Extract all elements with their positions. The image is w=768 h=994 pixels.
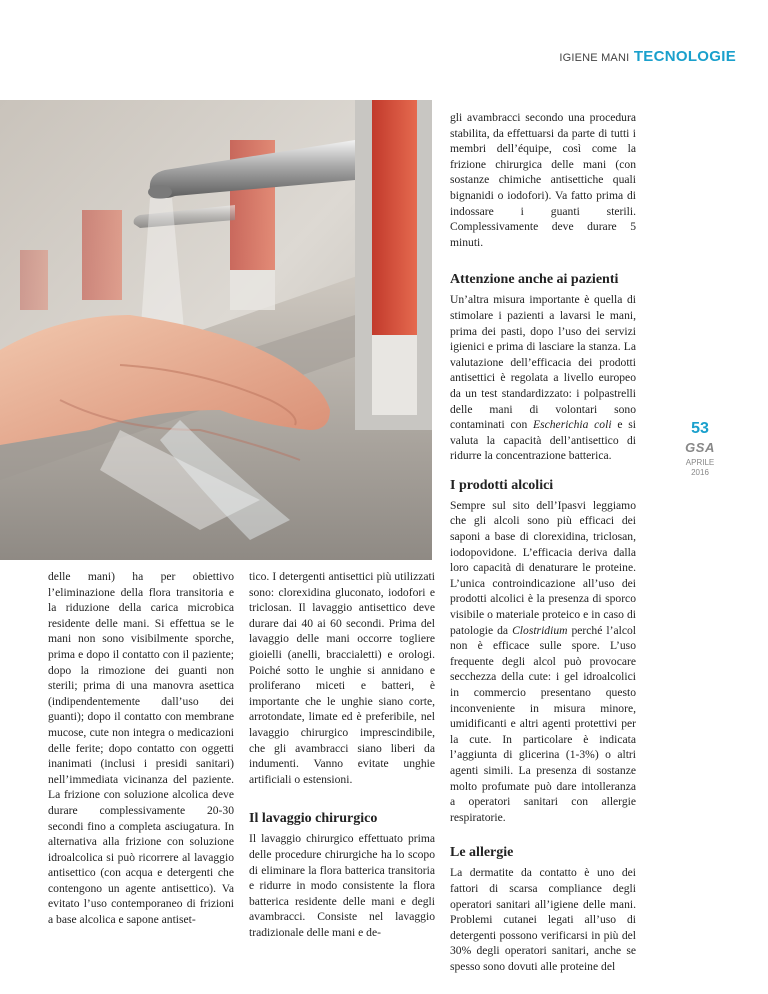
- col3-paragraph-3: [450, 498, 636, 825]
- magazine-logo: GSA: [685, 440, 715, 455]
- text-run: Un’altra misura importante è quella di stimolare i pazienti a lavarsi le mani, prima dei pasti, dopo l’uso dei servizi igienici e prima di lasciare la stanza. La valutazione dell’efficacia dei prodotti antisettici è regolata a livello europeo da un test standardizzato: i polpastrelli delle mani di volontari sono contaminati con: [450, 293, 636, 432]
- text-run: perché l’alcol non è efficace sulle spore. L’uso frequente degli alcol può provocare secchezza della cute: i gel idroalcolici in commercio presentano questo inconveniente in misura minore, umidificanti e altri agenti protettivi per la cute. In particolare è indicata l’aggiunta di glicerina (1-3%) o altri agenti simili. La presenza di sostanze molto profumate può dare intolleranza a operatori sanitari con allergie respiratorie.: [450, 623, 636, 824]
- genus-name: Clostridium: [512, 623, 568, 637]
- page-number: 53: [691, 420, 709, 437]
- col2-paragraph-1: tico. I detergenti antisettici più utilizzati sono: clorexidina gluconato, iodofori e triclosan. Il lavaggio antisettico deve durare dai 40 ai 60 secondi. Prima del lavaggio delle mani occorre togliere gioielli (anelli, braccialetti) e orologi. Poiché sotto le unghie si annidano e proliferano miceti e batteri, è importante che le unghie siano corte, arrotondate, limate ed è preferibile, nel lavaggio chirurgico imprescindibile, che gli avambracci siano liberi da indumenti. Vanno evitate unghie artificiali o estensioni.: [249, 570, 435, 786]
- col1-paragraph: delle mani) ha per obiettivo l’eliminazione della flora transitoria e la riduzione della carica microbica residente delle mani. Si effettua se le mani non sono visibilmente sporche, prima e dopo il contatto con il paziente; dopo la rimozione dei guanti non sterili; prima di una manovra asettica (indipendentemente dall’uso dei guanti); dopo il contatto con membrane mucose, cute non integra o medicazioni delle ferite; dopo contatto con oggetti inanimati (inclusi i presidi sanitari) nell’immediata vicinanza del paziente. La frizione con soluzione alcolica deve durare complessivamente 20-30 secondi fino a completa asciugatura. In alternativa alla frizione con soluzione idroalcolica si può ricorrere al lavaggio antisettico (con acqua e detergenti che contengono un agente antisettico). Va evitato l’uso contemporaneo di frizioni a base alcolica e sapone antiset-: [48, 570, 234, 927]
- category-label: TECNOLOGIE: [633, 48, 736, 65]
- col2-paragraph-2: Il lavaggio chirurgico effettuato prima delle procedure chirurgiche ha lo scopo di eliminare la flora batterica transitoria e ridurre in modo consistente la flora batterica residente delle mani e degli avambracci. Consiste nel lavaggio tradizionale delle mani e de-: [249, 832, 435, 939]
- issue-year: 2016: [691, 468, 709, 477]
- heading-pazienti: Attenzione anche ai pazienti: [450, 272, 619, 288]
- heading-allergie: Le allergie: [450, 845, 514, 861]
- section-label: IGIENE MANI: [559, 52, 630, 64]
- running-header: [559, 48, 736, 66]
- column-2: [249, 569, 435, 940]
- issue-month: APRILE: [685, 458, 715, 467]
- hand-washing-photo: [0, 100, 432, 560]
- column-3: [450, 110, 636, 975]
- text-run: Sempre sul sito dell’Ipasvi leggiamo che gli alcoli sono più efficaci dei saponi a base di clorexidina, triclosan, iodopovidone. L’efficacia deriva dalla loro capacità di denaturare le proteine. L’unica controindicazione all’uso dei prodotti alcolici è la presenza di sporco visibile o materiale proteico e in caso di patologie da: [450, 498, 636, 637]
- col3-paragraph-1: gli avambracci secondo una procedura stabilita, da effettuarsi da parte di tutti i membri dell’équipe, così come la frizione chirurgica delle mani (con sostanze chimiche antisettiche quali bignanidi o iodofori). Va fatto prima di indossare i guanti sterili. Complessivamente deve durare 5 minuti.: [450, 111, 636, 249]
- col3-paragraph-2: [450, 292, 636, 464]
- col3-paragraph-4: La dermatite da contatto è uno dei fattori di scarsa compliance degli operatori sanitari all’igiene delle mani. Problemi cutanei legati all’uso di detergenti possono verificarsi in più del 30% degli operatori sanitari, anche se spesso sono dovuti alle proteine del: [450, 866, 636, 973]
- page-sidebar: [676, 420, 724, 478]
- species-name: Escherichia coli: [533, 418, 612, 432]
- text-run: e si valuta la capacità dell’antisettico di ridurre la concentrazione batterica.: [450, 418, 636, 463]
- column-1: [48, 569, 234, 928]
- heading-lavaggio-chirurgico: Il lavaggio chirurgico: [249, 811, 378, 827]
- heading-prodotti-alcolici: I prodotti alcolici: [450, 477, 554, 493]
